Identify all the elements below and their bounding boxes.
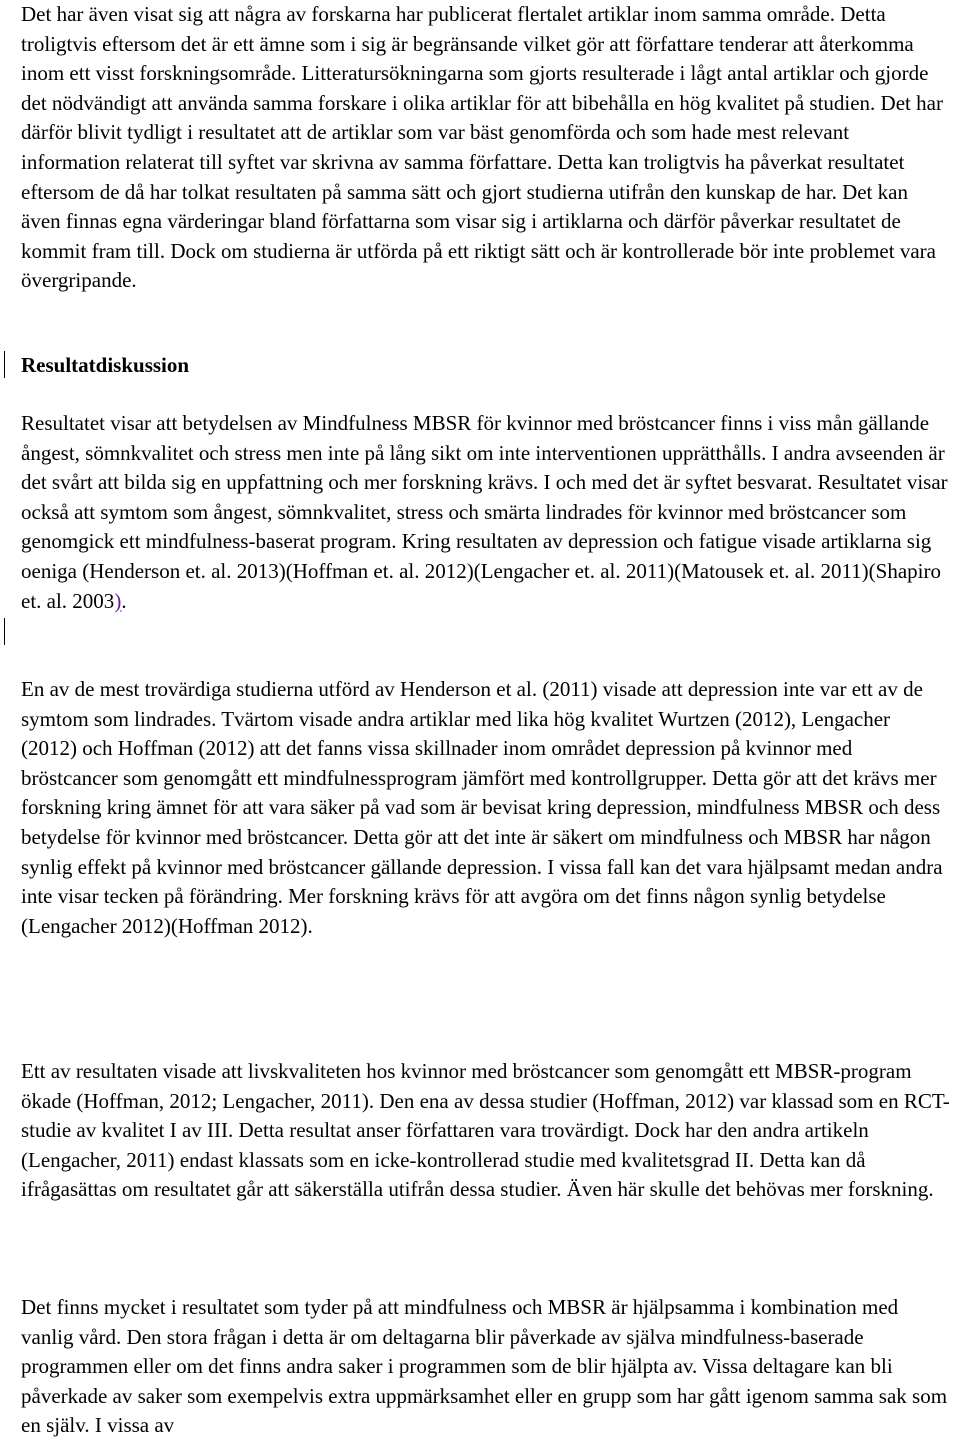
paragraph-2-text: Resultatet visar att betydelsen av Mindfulness MBSR för kvinnor med bröstcancer finns i viss mån gällande ångest, sömnkvalitet och stress men inte på lång sikt om inte interventionen upprätthålls. I andra avseenden är det svårt att bilda sig en uppfattning och mer forskning krävs. I och med det är syftet besvarat. Resultatet visar också att symtom som ångest, sömnkvalitet, stress och smärta lindrades för kvinnor med bröstcancer som genomgick ett mindfulness-baserat program. Kring resultaten av depression och fatigue visade artiklarna sig oeniga (Henderson et. al. 2013)(Hoffman et. al. 2012)(Lengacher et. al. 2011)(Matousek et. al. 2011)(Shapiro et. al. 2003 xyxy=(21,411,948,613)
paragraph-5: Det finns mycket i resultatet som tyder på att mindfulness och MBSR är hjälpsamma i kombination med vanlig vård. Den stora frågan i detta är om deltagarna blir påverkade av själva mindfulness-baserade programmen eller om det finns andra saker i programmen som de blir hjälpta av. Vissa deltagare kan bli påverkade av saker som exempelvis extra uppmärksamhet eller en grupp som har gått igenom samma sak som en själv. I vissa av xyxy=(21,1295,948,1438)
revision-bar xyxy=(4,351,5,378)
paragraph-3: En av de mest trovärdiga studierna utförd av Henderson et al. (2011) visade att depression inte var ett av de symtom som lindrades. Tvärtom visade andra artiklar med lika hög kvalitet Wurtzen (2012), Lengacher (2012) och Hoffman (2012) att det fanns vissa skillnader inom området depression på kvinnor med bröstcancer som genomgått ett mindfulnessprogram jämfört med kontrollgrupper. Detta gör att det krävs mer forskning kring ämnet för att vara säker på vad som är bevisat kring depression, mindfulness MBSR och dess betydelse för kvinnor med bröstcancer. Detta gör att det inte är säkert om mindfulness och MBSR har någon synlig effekt på kvinnor med bröstcancer gällande depression. I vissa fall kan det vara hjälpsamt medan andra inte visar tecken på förändring. Mer forskning krävs för att avgöra om det finns någon synlig betydelse (Lengacher 2012)(Hoffman 2012). xyxy=(21,677,943,938)
underlined-parenthesis: ) xyxy=(114,588,122,613)
revision-bar xyxy=(4,618,5,645)
paragraph-4: Ett av resultaten visade att livskvaliteten hos kvinnor med bröstcancer som genomgått ett MBSR-program ökade (Hoffman, 2012; Lengacher, 2011). Den ena av dessa studier (Hoffman, 2012) var klassad som en RCT-studie av kvalitet I av III. Detta resultat anser författaren vara trovärdigt. Dock har den andra artikeln (Lengacher, 2011) endast klassats som en icke-kontrollerad studie med kvalitetsgrad II. Detta kan då ifrågasättas om resultatet går att säkerställa utifrån dessa studier. Även här skulle det behövas mer forskning. xyxy=(21,1059,950,1202)
paragraph-1: Det har även visat sig att några av forskarna har publicerat flertalet artiklar inom samma område. Detta troligtvis eftersom det är ett ämne som i sig är begränsande vilket gör att författare tenderar att återkomma inom ett visst forskningsområde. Litteratursökningarna som gjorts resulterade i lågt antal artiklar och gjorde det nödvändigt att använda samma forskare i olika artiklar för att bibehålla en hög kvalitet på studien. Det har därför blivit tydligt i resultatet att de artiklar som var bäst genomförda och som hade mest relevant information relaterat till syftet var skrivna av samma författare. Detta kan troligtvis ha påverkat resultatet eftersom de då har tolkat resultaten på samma sätt och gjort studierna utifrån den kunskap de har. Det kan även finnas egna värderingar bland författarna som visar sig i artiklarna och därför påverkar resultatet de kommit fram till. Dock om studierna är utförda på ett riktigt sätt och är kontrollerade bör inte problemet vara övergripande. xyxy=(21,2,943,293)
paragraph-2 xyxy=(21,409,951,616)
section-heading: Resultatdiskussion xyxy=(21,353,190,377)
paragraph-2-end: . xyxy=(121,588,127,613)
